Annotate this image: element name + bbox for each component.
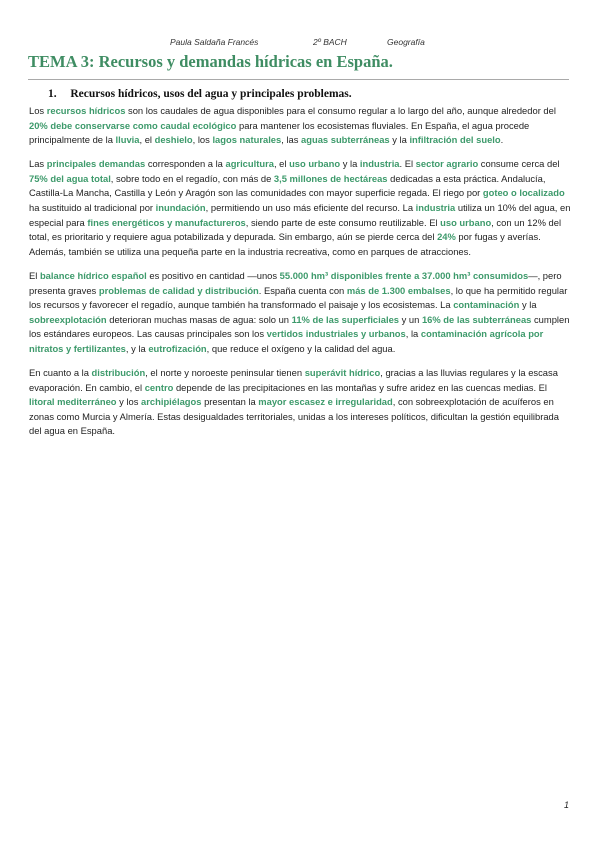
text-run: , el norte y noroeste peninsular tienen xyxy=(145,367,305,378)
text-run: , las xyxy=(281,134,302,146)
text-run: , permitiendo un uso más eficiente del recurso. La xyxy=(205,202,416,214)
section-heading xyxy=(48,88,352,100)
text-run: Los xyxy=(29,105,47,116)
highlighted-term: infiltración del suelo xyxy=(409,134,501,146)
highlighted-term: 16% de las subterráneas xyxy=(421,313,532,325)
highlighted-term: industria xyxy=(359,158,400,170)
highlighted-term: 24% xyxy=(437,231,456,243)
highlighted-term: goteo o localizado xyxy=(482,187,565,199)
highlighted-term: 75% del agua total xyxy=(29,172,111,184)
text-run: . España cuenta con xyxy=(258,284,347,296)
highlighted-term: distribución xyxy=(91,367,146,378)
highlighted-term: vertidos industriales y urbanos xyxy=(266,328,406,340)
text-run: presentan la xyxy=(201,396,259,408)
text-run: . xyxy=(500,134,504,146)
text-run: deterioran muchas masas de agua: solo un xyxy=(106,313,292,325)
highlighted-term: superávit hídrico xyxy=(304,367,381,378)
text-run: para mantener los ecosistemas fluviales. En España, el agua procede principalmente de la xyxy=(29,119,530,146)
highlighted-term: eutrofización xyxy=(148,342,207,354)
highlighted-term: uso urbano xyxy=(440,216,492,228)
highlighted-term: más de 1.300 embalses xyxy=(346,284,451,296)
text-run: , el xyxy=(273,158,290,170)
text-run: por fugas y averías. Además, también se utiliza una pequeña parte en la industria recreativa, como en parques de atracciones. xyxy=(29,231,541,257)
text-run: , gracias a las lluvias regulares y la escasa evaporación. En cambio, el xyxy=(29,367,558,393)
highlighted-term: problemas de calidad y distribución xyxy=(98,284,259,296)
header-course: 2º BACH xyxy=(313,37,347,47)
highlighted-term: mayor escasez e irregularidad xyxy=(258,396,393,408)
highlighted-term: centro xyxy=(144,381,174,393)
highlighted-term: fines energéticos y manufactureros xyxy=(87,216,246,228)
text-run: —, pero presenta graves xyxy=(29,269,562,296)
title-divider xyxy=(28,79,569,80)
highlighted-term: principales demandas xyxy=(46,158,146,170)
paragraph xyxy=(29,269,572,357)
paragraph xyxy=(29,157,572,259)
text-run: , y la xyxy=(125,342,149,354)
text-run: . El xyxy=(399,158,416,170)
text-run: corresponden a la xyxy=(145,158,226,170)
text-run: , los xyxy=(192,134,213,146)
text-run: En cuanto a la xyxy=(29,367,92,378)
text-run: , lo que ha permitido regular los recursos y favorecer el regadío, aunque también ha transformado el paisaje y los ecosistemas. La xyxy=(29,284,568,311)
highlighted-term: lagos naturales xyxy=(212,134,282,146)
highlighted-term: archipiélagos xyxy=(141,396,202,408)
text-run: es positivo en cantidad —unos xyxy=(146,269,280,281)
highlighted-term: lluvia xyxy=(115,134,140,146)
highlighted-term: inundación xyxy=(155,202,206,214)
highlighted-term: 55.000 hm³ disponibles frente a 37.000 hm³ consumidos xyxy=(279,269,529,281)
page-header xyxy=(0,37,600,51)
text-run: , la xyxy=(405,328,421,340)
text-run: utiliza un 10% del agua, en especial para xyxy=(29,202,571,228)
page-title: TEMA 3: Recursos y demandas hídricas en España. xyxy=(28,52,393,71)
highlighted-term: agricultura xyxy=(225,158,274,170)
text-run: , con un 12% del total, es prioritario y requiere agua potabilizada y depurada. Sin embargo, aún se pierde cerca del xyxy=(29,216,562,243)
highlighted-term: litoral mediterráneo xyxy=(29,396,117,408)
highlighted-term: contaminación agrícola por nitratos y fertilizantes xyxy=(29,328,544,354)
text-run: y la xyxy=(340,158,360,170)
text-run: Las xyxy=(29,158,47,170)
text-run: son los caudales de agua disponibles para el consumo regular a lo largo del año, aunque alrededor del xyxy=(125,105,556,116)
highlighted-term: industria xyxy=(415,202,456,214)
highlighted-term: sector agrario xyxy=(415,158,479,170)
section-title: Recursos hídricos, usos del agua y principales problemas. xyxy=(70,88,352,100)
paragraph xyxy=(29,366,572,439)
text-run: dedicadas a esta práctica. Andalucía, Castilla-La Mancha, Castilla y León y Aragón son las comunidades con mayor superficie regada. El riego por xyxy=(29,172,546,199)
highlighted-term: recursos hídricos xyxy=(46,105,126,116)
text-run: depende de las precipitaciones en las montañas y sufre aridez en las cuencas medias. El xyxy=(173,381,548,393)
text-run: , sobre todo en el regadío, con más de xyxy=(110,172,274,184)
text-run: y los xyxy=(116,396,142,408)
body-text xyxy=(29,104,572,448)
text-run: , con sobreexplotación de acuíferos en zonas como Murcia y Almería. Estas desigualdades territoriales, unidas a los intereses políticos, dificultan la gestión equilibrada del agua en España. xyxy=(29,396,559,437)
highlighted-term: 11% de las superficiales xyxy=(291,313,399,325)
text-run: , el xyxy=(139,134,155,146)
highlighted-term: balance hídrico español xyxy=(39,269,147,281)
page-number: 1 xyxy=(564,800,570,810)
text-run: consume cerca del xyxy=(478,158,560,170)
highlighted-term: aguas subterráneas xyxy=(301,134,390,146)
text-run: El xyxy=(29,269,40,281)
text-run: y la xyxy=(519,299,537,311)
text-run: y la xyxy=(389,134,410,146)
paragraph xyxy=(29,104,572,148)
highlighted-term: deshielo xyxy=(154,134,193,146)
highlighted-term: 3,5 millones de hectáreas xyxy=(273,172,388,184)
highlighted-term: uso urbano xyxy=(289,158,341,170)
highlighted-term: 20% debe conservarse como caudal ecológico xyxy=(29,119,237,131)
text-run: y un xyxy=(399,313,422,325)
section-number: 1. xyxy=(48,88,57,100)
header-author: Paula Saldaña Francés xyxy=(170,37,259,47)
text-run: cumplen los estándares europeos. Las causas principales son los xyxy=(29,313,570,340)
text-run: ha sustituido al tradicional por xyxy=(29,202,156,214)
text-run: , que reduce el oxígeno y la calidad del agua. xyxy=(206,342,396,354)
highlighted-term: contaminación xyxy=(453,299,520,311)
header-subject: Geografía xyxy=(387,37,425,47)
highlighted-term: sobreexplotación xyxy=(29,313,107,325)
text-run: , siendo parte de este consumo reutilizable. El xyxy=(245,216,441,228)
